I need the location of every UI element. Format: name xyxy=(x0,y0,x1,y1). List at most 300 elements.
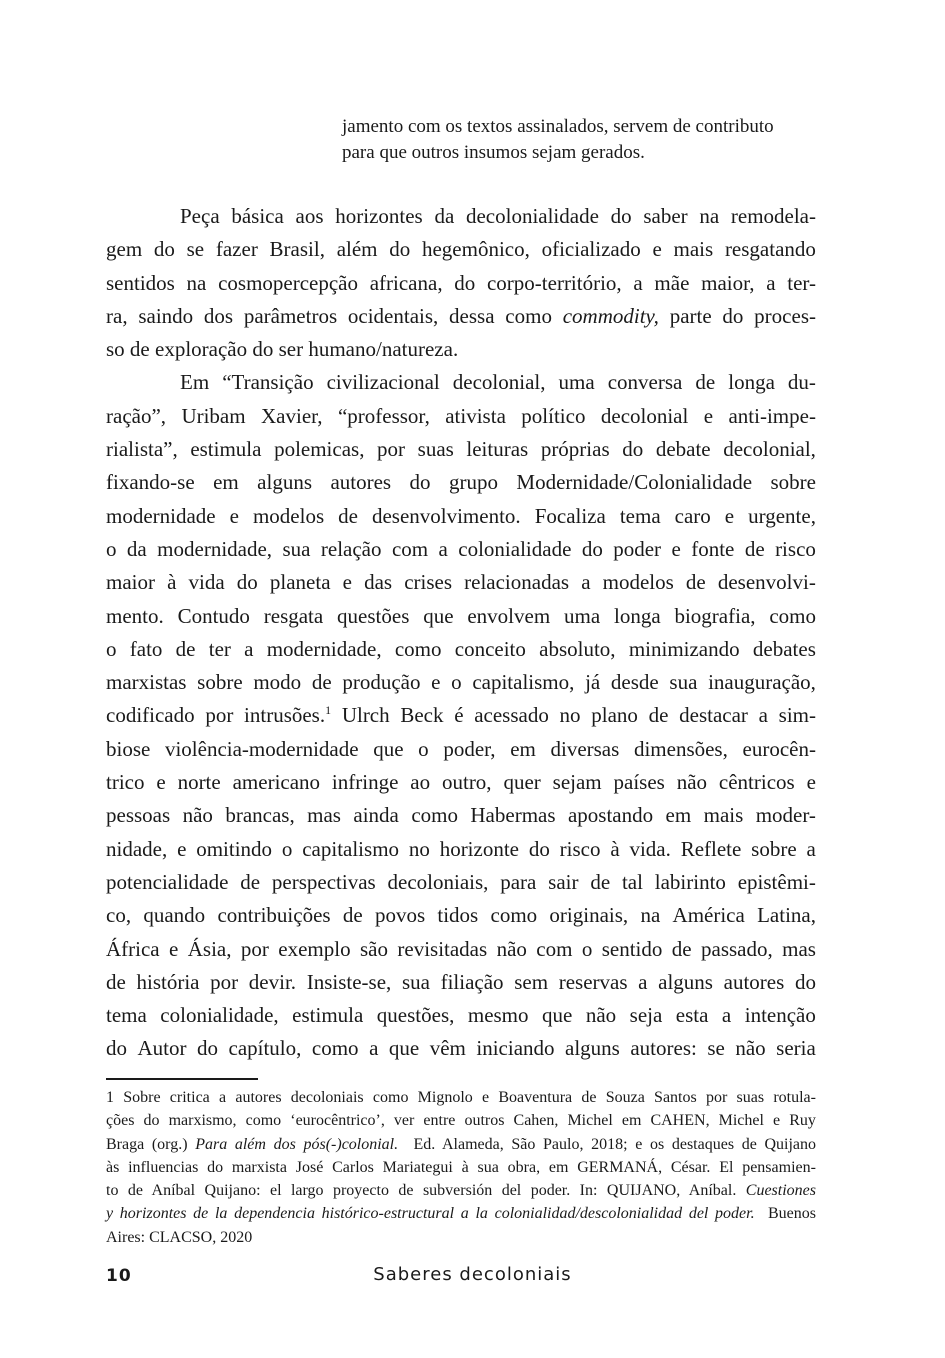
word: César. xyxy=(670,1158,711,1176)
word: planeta xyxy=(269,570,331,595)
word: decoloniais xyxy=(290,1089,364,1106)
word: resgata xyxy=(263,603,324,628)
word: modernidade, xyxy=(157,536,273,561)
word: alguns xyxy=(565,1036,620,1061)
italic-title: y horizontes de la dependencia histórico-estructural a la colonialidad/descolonialidad del poder. xyxy=(106,1205,755,1223)
word: risco xyxy=(775,536,816,561)
word: decoloniais, xyxy=(387,869,489,894)
word: revisitadas xyxy=(397,936,488,961)
word: produção xyxy=(342,670,421,695)
word: básica xyxy=(231,204,284,228)
word: mais xyxy=(673,237,714,262)
word: e xyxy=(482,1089,490,1106)
word: aos xyxy=(295,204,324,228)
word: à xyxy=(610,836,620,861)
word: de xyxy=(338,503,358,528)
word: que xyxy=(373,736,404,761)
word: passado, xyxy=(701,936,773,961)
word: norte xyxy=(177,770,221,795)
word: Peça xyxy=(180,204,220,228)
word: autores xyxy=(330,470,392,495)
word: ração”, xyxy=(106,403,167,428)
word: e xyxy=(431,670,441,695)
word: iniciando xyxy=(476,1036,555,1061)
word: oficializado xyxy=(541,237,641,262)
word: labirinto xyxy=(654,869,726,894)
word: Brasil, xyxy=(269,237,325,262)
word: CAHEN, xyxy=(650,1112,710,1130)
paragraph-line xyxy=(106,600,816,633)
word: sem xyxy=(514,969,549,994)
word: infringe xyxy=(331,770,399,795)
word: a xyxy=(369,1036,379,1061)
word: estimula xyxy=(292,1003,364,1028)
word: próprias xyxy=(540,437,610,462)
word: sua xyxy=(477,1158,499,1176)
word: como xyxy=(769,603,816,628)
word: ‘eurocêntrico’, xyxy=(290,1112,385,1130)
word: a xyxy=(633,270,643,295)
paragraph-line xyxy=(106,300,816,333)
paragraph-line xyxy=(106,799,816,832)
word: conceito xyxy=(454,636,526,661)
word: outros xyxy=(464,1112,505,1130)
word: em xyxy=(665,803,692,828)
word: além xyxy=(336,237,378,262)
word: mesmo xyxy=(467,1003,529,1028)
word: e xyxy=(169,936,179,961)
word: Michel xyxy=(718,1112,764,1130)
word: ver xyxy=(393,1112,415,1130)
word: modo xyxy=(253,670,302,695)
word: rialista”, xyxy=(106,437,178,462)
word: modernidade, xyxy=(266,636,382,661)
word: conversa xyxy=(607,370,683,395)
word: seria xyxy=(776,1036,816,1061)
paragraph-line xyxy=(106,233,816,266)
word: sentido xyxy=(601,936,663,961)
word: de xyxy=(671,936,692,961)
text-run: Ed. Alameda, São Paulo, 2018; e os destaques de Quijano xyxy=(398,1135,816,1153)
word: de xyxy=(342,903,363,928)
word: do xyxy=(409,470,431,495)
word: Uribam xyxy=(181,403,246,428)
word: sua xyxy=(282,536,311,561)
word: suas xyxy=(736,1089,765,1106)
word: colonialidade, xyxy=(160,1003,279,1028)
word: sejam xyxy=(552,770,602,795)
word: do xyxy=(581,536,603,561)
word: Focaliza xyxy=(534,503,606,528)
word: José xyxy=(295,1158,324,1176)
word: ter- xyxy=(787,270,816,295)
word: do xyxy=(389,237,411,262)
word: como xyxy=(490,903,538,928)
word: mas xyxy=(307,803,341,828)
word: da xyxy=(126,536,147,561)
word: tidos xyxy=(437,903,479,928)
word: em xyxy=(621,1112,642,1130)
word: em xyxy=(548,1158,569,1176)
word: Boaventura xyxy=(498,1089,573,1106)
word: Em xyxy=(180,370,210,395)
word: e xyxy=(229,503,239,528)
quote-line: para que outros insumos sejam gerados. xyxy=(342,142,645,163)
word: à xyxy=(167,570,177,595)
word: sua xyxy=(401,969,430,994)
word: e xyxy=(177,836,187,861)
word: maior xyxy=(106,570,155,595)
word: e xyxy=(773,1112,781,1130)
word: colonialidade xyxy=(458,536,572,561)
word: capítulo, xyxy=(228,1036,302,1061)
word: do xyxy=(197,1036,218,1061)
word: quando xyxy=(143,903,206,928)
word: poder xyxy=(613,536,662,561)
paragraph-line xyxy=(106,566,816,599)
word: americano xyxy=(232,770,321,795)
word: resgatando xyxy=(724,237,816,262)
word: como xyxy=(394,636,442,661)
word: o xyxy=(581,936,593,961)
word: questões xyxy=(337,603,410,628)
word: por xyxy=(377,437,406,462)
text-run: ra, saindo dos parâmetros ocidentais, dessa como xyxy=(106,303,563,328)
word: esta xyxy=(675,1003,709,1028)
word: do xyxy=(794,969,816,994)
word: anti-impe- xyxy=(728,403,816,428)
word: epistêmi- xyxy=(737,869,816,894)
word: fonte xyxy=(691,536,735,561)
word: debates xyxy=(752,636,816,661)
word: apostando xyxy=(567,803,654,828)
word: não xyxy=(182,803,213,828)
text-run: Ulrch Beck é acessado no plano de destacar a sim- xyxy=(331,703,816,728)
word: questões, xyxy=(376,1003,455,1028)
paragraph-line xyxy=(106,933,816,966)
word: 1 xyxy=(106,1089,114,1106)
word: risco xyxy=(559,836,601,861)
word: modernidade xyxy=(106,503,216,528)
word: moder- xyxy=(755,803,816,828)
word: do xyxy=(143,1112,160,1130)
word: de xyxy=(581,1089,597,1106)
word: pessoas xyxy=(106,803,171,828)
word: a xyxy=(219,1089,227,1106)
footnote-line xyxy=(106,1226,816,1249)
paragraph-line xyxy=(106,500,816,533)
word: com xyxy=(391,536,429,561)
paragraph-line xyxy=(106,633,816,666)
word: Habermas xyxy=(470,803,556,828)
word: brancas, xyxy=(225,803,295,828)
running-title: Saberes decoloniais xyxy=(373,1264,572,1285)
footnote-reference[interactable]: 1 xyxy=(325,703,332,718)
quote-line: jamento com os textos assinalados, servem de contributo xyxy=(342,116,774,137)
word: do xyxy=(106,1036,127,1061)
word: du- xyxy=(787,370,816,395)
word: de xyxy=(311,670,332,695)
word: do xyxy=(528,836,550,861)
word: capitalismo xyxy=(302,836,400,861)
word: contribuições xyxy=(217,903,331,928)
italic-term: commodity, xyxy=(562,303,659,328)
word: Ásia, xyxy=(187,936,232,961)
word: são xyxy=(359,936,388,961)
word: Souza xyxy=(605,1089,645,1106)
word: violência-modernidade xyxy=(164,736,359,761)
word: alguns xyxy=(257,470,312,495)
word: de xyxy=(175,636,196,661)
word: “Transição xyxy=(222,370,314,395)
paragraph-line xyxy=(106,833,816,866)
word: longa xyxy=(613,603,661,628)
word: que xyxy=(388,1036,420,1061)
word: não xyxy=(585,1003,617,1028)
text-run: parte do proces- xyxy=(658,303,816,328)
word: potencialidade xyxy=(106,869,229,894)
word: decolonialidade xyxy=(465,204,599,228)
word: trico xyxy=(106,770,145,795)
word: a xyxy=(721,1003,732,1028)
word: pensamien- xyxy=(742,1158,816,1176)
word: dimensões, xyxy=(633,736,728,761)
paragraph-line xyxy=(106,966,816,999)
footnote-line xyxy=(106,1109,816,1132)
word: exemplo xyxy=(278,936,351,961)
word: rotula- xyxy=(773,1089,816,1106)
word: eurocên- xyxy=(742,736,816,761)
word: de xyxy=(695,370,716,395)
word: o xyxy=(418,736,429,761)
paragraph-line xyxy=(106,666,816,699)
word: do xyxy=(207,1158,224,1176)
word: da xyxy=(434,204,455,228)
word: vida xyxy=(188,570,225,595)
word: maior, xyxy=(701,270,755,295)
block-quote xyxy=(342,114,822,166)
word: desenvolvimento. xyxy=(371,503,521,528)
word: e xyxy=(156,770,166,795)
word: do xyxy=(610,204,632,228)
word: Contudo xyxy=(177,603,250,628)
word: devir. xyxy=(248,969,297,994)
paragraph-line xyxy=(106,1032,816,1065)
footnote-line xyxy=(106,1156,816,1179)
paragraph-line xyxy=(106,999,816,1032)
word: modelos xyxy=(252,503,325,528)
word: horizonte xyxy=(439,836,519,861)
footnote-line xyxy=(106,1202,816,1225)
word: cêntricos xyxy=(718,770,795,795)
word: para xyxy=(500,869,537,894)
text-run: so de exploração do ser humano/natureza. xyxy=(106,337,459,362)
word: como xyxy=(245,1112,282,1130)
word: intenção xyxy=(744,1003,816,1028)
word: tal xyxy=(621,869,643,894)
paragraph-line xyxy=(106,333,816,366)
word: decolonial xyxy=(600,403,689,428)
word: longa xyxy=(728,370,775,395)
word: ter xyxy=(208,636,231,661)
word: sobre xyxy=(197,670,243,695)
word: decolonial, xyxy=(452,370,546,395)
word: Modernidade/Colonialidade xyxy=(516,470,753,495)
word: mãe xyxy=(654,270,690,295)
word: filiação xyxy=(440,969,504,994)
word: e xyxy=(671,536,681,561)
word: a xyxy=(438,536,448,561)
word: envolvem xyxy=(467,603,551,628)
text-run: to de Aníbal Quijano: el largo proyecto de subversión del poder. In: QUIJANO, Aníbal. xyxy=(106,1182,746,1200)
word: que xyxy=(542,1003,573,1028)
word: Cahen, xyxy=(513,1112,559,1130)
word: africana, xyxy=(369,270,443,295)
word: América xyxy=(672,903,745,928)
word: corpo-território, xyxy=(486,270,622,295)
word: Ruy xyxy=(789,1112,816,1130)
word: na xyxy=(640,903,661,928)
word: Xavier, xyxy=(261,403,323,428)
word: Michel xyxy=(567,1112,613,1130)
word: Reflete xyxy=(680,836,742,861)
word: obra, xyxy=(507,1158,541,1176)
word: não xyxy=(496,936,527,961)
word: sua xyxy=(669,670,698,695)
paragraph-line xyxy=(106,366,816,399)
word: critica xyxy=(169,1089,210,1106)
word: África xyxy=(106,936,160,961)
word: com xyxy=(536,936,573,961)
word: marxismo, xyxy=(168,1112,237,1130)
word: sobre xyxy=(751,836,797,861)
word: e xyxy=(342,570,352,595)
word: sair xyxy=(548,869,579,894)
word: modelos xyxy=(602,570,674,595)
word: capitalismo, xyxy=(472,670,575,695)
paragraph-line xyxy=(106,866,816,899)
word: entre xyxy=(423,1112,456,1130)
word: cosmopercepção xyxy=(218,270,359,295)
word: leituras xyxy=(466,437,529,462)
word: o xyxy=(106,636,117,661)
word: GERMANÁ, xyxy=(577,1158,663,1176)
word: e xyxy=(703,403,714,428)
word: mento. xyxy=(106,603,164,628)
word: remodela- xyxy=(730,204,816,228)
word: ao xyxy=(410,770,431,795)
word: biose xyxy=(106,736,151,761)
word: das xyxy=(364,570,393,595)
word: político xyxy=(521,403,586,428)
word: Santos xyxy=(654,1089,697,1106)
word: quer xyxy=(503,770,541,795)
word: hegemônico, xyxy=(421,237,530,262)
word: crises xyxy=(404,570,453,595)
word: relação xyxy=(320,536,382,561)
word: como xyxy=(311,1036,359,1061)
word: países xyxy=(613,770,665,795)
word: ainda xyxy=(353,803,399,828)
paragraph-line xyxy=(106,267,816,300)
paragraph-line xyxy=(106,766,816,799)
paragraph-line xyxy=(106,899,816,932)
word: Mignolo xyxy=(417,1089,473,1106)
word: já xyxy=(585,670,601,695)
word: autores xyxy=(235,1089,282,1106)
word: sobre xyxy=(770,470,816,495)
footnote-line xyxy=(106,1179,816,1202)
word: em xyxy=(213,470,239,495)
body-text xyxy=(106,200,816,1066)
word: inauguração, xyxy=(708,670,816,695)
word: do xyxy=(454,270,476,295)
word: o xyxy=(451,670,462,695)
word: mas xyxy=(782,936,816,961)
word: do xyxy=(153,237,175,262)
word: sentidos xyxy=(106,270,175,295)
word: biografia, xyxy=(674,603,756,628)
paragraph-line xyxy=(106,433,816,466)
word: fazer xyxy=(215,237,258,262)
word: Mariategui xyxy=(382,1158,453,1176)
word: a xyxy=(581,570,591,595)
word: debate xyxy=(655,437,711,462)
word: vêm xyxy=(429,1036,466,1061)
italic-title: Para além dos pós(-)colonial. xyxy=(195,1135,399,1153)
word: a xyxy=(766,270,776,295)
word: se xyxy=(707,1036,725,1061)
word: fixando-se xyxy=(106,470,195,495)
word: ções xyxy=(106,1112,135,1130)
word: absoluto, xyxy=(539,636,616,661)
word: saber xyxy=(643,204,688,228)
word: ativista xyxy=(445,403,506,428)
footnote xyxy=(106,1086,816,1249)
word: a xyxy=(806,836,816,861)
word: Carlos xyxy=(332,1158,374,1176)
word: em xyxy=(510,736,536,761)
word: tema xyxy=(106,1003,147,1028)
word: gem xyxy=(106,237,143,262)
paragraph-line xyxy=(106,733,816,766)
word: desenvolvi- xyxy=(717,570,816,595)
word: minimizando xyxy=(628,636,740,661)
word: e xyxy=(652,237,662,262)
word: autores xyxy=(723,969,785,994)
word: a xyxy=(638,969,648,994)
word: e xyxy=(806,770,816,795)
word: omitindo xyxy=(196,836,273,861)
word: no xyxy=(408,836,430,861)
paragraph-line xyxy=(106,400,816,433)
text-run: Braga (org.) xyxy=(106,1135,196,1153)
word: horizontes xyxy=(335,204,423,228)
word: de xyxy=(590,869,611,894)
word: influencias xyxy=(128,1158,199,1176)
word: Latina, xyxy=(757,903,816,928)
word: outro, xyxy=(441,770,492,795)
word: povos xyxy=(374,903,426,928)
word: originais, xyxy=(549,903,629,928)
paragraph-line xyxy=(106,533,816,566)
word: marxista xyxy=(231,1158,287,1176)
word: do xyxy=(622,437,644,462)
page-number: 10 xyxy=(106,1266,132,1286)
word: história xyxy=(136,969,200,994)
word: alguns xyxy=(658,969,713,994)
word: e xyxy=(724,503,735,528)
